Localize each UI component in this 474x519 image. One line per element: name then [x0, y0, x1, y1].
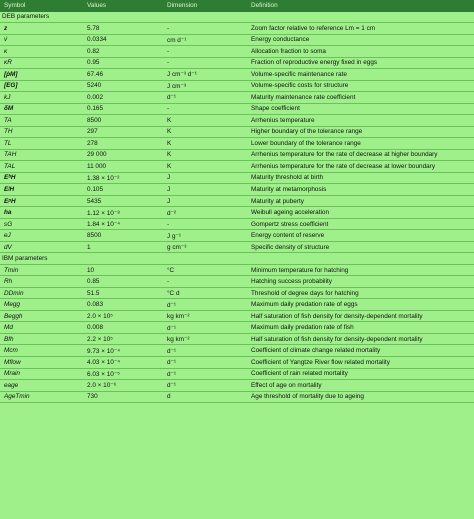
table-row [0, 299, 474, 311]
definition-cell: Half saturation of fish density for density-dependent mortality [251, 312, 423, 320]
dimension-cell: J cm⁻³ [167, 82, 186, 90]
value-cell: 1.38 × 10⁻² [87, 174, 120, 182]
dimension-cell: K [167, 116, 172, 124]
symbol-cell: TA [4, 116, 12, 124]
table-row [0, 81, 474, 93]
definition-cell: Maturity threshold at birth [251, 174, 324, 182]
definition-cell: Maturity at puberty [251, 197, 304, 205]
table-row [0, 334, 474, 346]
value-cell: 10 [87, 266, 95, 274]
dimension-cell: d⁻¹ [167, 370, 177, 378]
table-body [0, 12, 474, 404]
value-cell: 0.85 [87, 278, 100, 286]
definition-cell: Effect of age on mortality [251, 381, 322, 389]
symbol-cell: TAH [4, 151, 17, 159]
dimension-cell: K [167, 139, 172, 147]
symbol-cell: eJ [4, 232, 11, 240]
symbol-cell: Beggh [4, 312, 23, 320]
value-cell: 2.0 × 10⁻⁶ [87, 382, 117, 390]
definition-cell: Lower boundary of the tolerance range [251, 139, 361, 147]
value-cell: 2.0 × 10⁵ [87, 312, 113, 320]
table-header [0, 0, 474, 12]
value-cell: 1.84 × 10⁻⁴ [87, 221, 120, 229]
symbol-cell: Mcm [4, 347, 18, 355]
definition-cell: Energy conductance [251, 36, 310, 44]
definition-cell: Zoom factor relative to reference Lm = 1 cm [251, 24, 376, 32]
symbol-cell: v̇ [4, 36, 8, 44]
definition-cell: Arrhenius temperature [251, 116, 315, 124]
value-cell: 0.95 [87, 59, 100, 67]
table-row [0, 138, 474, 150]
symbol-cell: Rh [4, 278, 13, 286]
dimension-cell: d⁻¹ [167, 382, 177, 390]
dimension-cell: kg km⁻² [167, 313, 190, 321]
dimension-cell: d⁻² [167, 209, 177, 217]
definition-cell: Hatching success probability [251, 278, 332, 286]
symbol-cell: EᵇH [4, 174, 16, 182]
symbol-cell: dV [4, 243, 12, 251]
value-cell: 730 [87, 393, 98, 401]
table-row [0, 357, 474, 369]
value-cell: 9.73 × 10⁻⁴ [87, 347, 120, 355]
definition-cell: Coefficient of climate change related mortality [251, 347, 381, 355]
header-values: Values [87, 2, 107, 10]
symbol-cell: Megg [4, 301, 20, 309]
dimension-cell: kg km⁻² [167, 336, 190, 344]
header-symbol: Symbol [4, 2, 26, 10]
dimension-cell: - [167, 220, 170, 228]
table-row [0, 104, 474, 116]
definition-cell: Maturity at metamorphosis [251, 186, 327, 193]
table-row [0, 392, 474, 404]
symbol-cell: DDmin [4, 289, 24, 297]
value-cell: 1 [87, 243, 91, 251]
symbol-cell: ḧa [4, 209, 12, 217]
dimension-cell: d⁻¹ [167, 94, 177, 102]
table-row [0, 161, 474, 173]
table-row [0, 92, 474, 104]
table-row [0, 35, 474, 47]
symbol-cell: Mflow [4, 358, 21, 366]
value-cell: 5240 [87, 82, 102, 90]
symbol-cell: δM [4, 105, 14, 113]
dimension-cell: J cm⁻³ d⁻¹ [167, 71, 197, 79]
definition-cell: Weibull ageing acceleration [251, 209, 330, 217]
symbol-cell: Mrain [4, 370, 20, 378]
dimension-cell: cm d⁻¹ [167, 36, 187, 44]
table-row [0, 184, 474, 196]
definition-cell: Coefficient of rain related mortality [251, 370, 348, 378]
symbol-cell: Md [4, 324, 13, 332]
symbol-cell: Bfh [4, 335, 14, 343]
dimension-cell: - [167, 278, 170, 286]
dimension-cell: - [167, 105, 170, 113]
definition-cell: Age threshold of mortality due to ageing [251, 393, 364, 401]
table-row [0, 276, 474, 288]
definition-cell: Threshold of degree days for hatching [251, 289, 359, 297]
symbol-cell: sG [4, 220, 13, 228]
definition-cell: Maximum daily predation rate of eggs [251, 301, 358, 309]
definition-cell: Fraction of reproductive energy fixed in eggs [251, 59, 378, 67]
definition-cell: Minimum temperature for hatching [251, 266, 349, 274]
table-row [0, 345, 474, 357]
dimension-cell: °C [167, 266, 175, 274]
definition-cell: Maturity maintenance rate coefficient [251, 93, 356, 101]
header-dimension: Dimension [167, 2, 198, 10]
definition-cell: Specific density of structure [251, 243, 330, 251]
symbol-cell: κ [4, 47, 8, 55]
definition-cell: Coefficient of Yangtze River flow related mortality [251, 358, 390, 366]
symbol-cell: κR [4, 59, 12, 67]
dimension-cell: - [167, 59, 170, 67]
table-row [0, 58, 474, 70]
symbol-cell: TH [4, 128, 13, 136]
definition-cell: Maximum daily predation rate of fish [251, 324, 354, 332]
value-cell: 8500 [87, 116, 102, 124]
table-row [0, 69, 474, 81]
table-row [0, 219, 474, 231]
table-row [0, 311, 474, 323]
value-cell: 11 000 [87, 162, 107, 170]
value-cell: 51.5 [87, 289, 100, 297]
symbol-cell: AgeTmin [4, 393, 30, 401]
value-cell: 0.008 [87, 324, 103, 332]
table-row [0, 46, 474, 58]
dimension-cell: J [167, 174, 171, 182]
symbol-cell: TAL [4, 162, 16, 170]
symbol-cell: z [4, 24, 8, 32]
definition-cell: Energy content of reserve [251, 232, 325, 240]
dimension-cell: g cm⁻³ [167, 244, 187, 252]
dimension-cell: K [167, 128, 172, 136]
symbol-cell: eage [4, 381, 19, 389]
definition-cell: Arrhenius temperature for the rate of decrease at lower boundary [251, 162, 436, 170]
table-row [0, 369, 474, 381]
definition-cell: Gompertz stress coefficient [251, 220, 329, 228]
value-cell: 0.165 [87, 105, 103, 113]
symbol-cell: EᵖH [4, 197, 16, 205]
value-cell: 8500 [87, 232, 102, 240]
dimension-cell: J [167, 197, 171, 205]
definition-cell: Volume-specific maintenance rate [251, 70, 347, 78]
table-row [0, 196, 474, 208]
dimension-cell: °C d [167, 289, 180, 297]
symbol-cell: kJ [4, 93, 11, 101]
dimension-cell: - [167, 24, 170, 32]
value-cell: 4.03 × 10⁻⁴ [87, 359, 120, 367]
value-cell: 5435 [87, 197, 102, 205]
value-cell: 297 [87, 128, 98, 136]
dimension-cell: K [167, 151, 172, 159]
value-cell: 0.0334 [87, 36, 107, 44]
definition-cell: Shape coefficient [251, 105, 300, 113]
dimension-cell: d⁻¹ [167, 301, 177, 309]
dimension-cell: d⁻¹ [167, 347, 177, 355]
table-row [0, 207, 474, 219]
table-row [0, 150, 474, 162]
table-row [0, 288, 474, 300]
dimension-cell: J g⁻¹ [167, 232, 182, 240]
value-cell: 0.002 [87, 93, 103, 101]
value-cell: 5.78 [87, 24, 100, 32]
table-row [0, 322, 474, 334]
dimension-cell: K [167, 162, 172, 170]
definition-cell: Higher boundary of the tolerance range [251, 128, 363, 136]
symbol-cell: EʲH [4, 186, 15, 193]
value-cell: 0.105 [87, 186, 103, 193]
definition-cell: Arrhenius temperature for the rate of decrease at higher boundary [251, 151, 438, 159]
table-row [0, 230, 474, 242]
table-row [0, 115, 474, 127]
dimension-cell: d [167, 393, 171, 401]
value-cell: 0.82 [87, 47, 100, 55]
section-title: IBM parameters [0, 253, 474, 265]
table-row [0, 127, 474, 139]
definition-cell: Volume-specific costs for structure [251, 82, 349, 90]
table-row [0, 380, 474, 392]
value-cell: 278 [87, 139, 98, 147]
symbol-cell: [ṗM] [4, 70, 18, 78]
dimension-cell: d⁻¹ [167, 324, 177, 332]
symbol-cell: TL [4, 139, 12, 147]
definition-cell: Allocation fraction to soma [251, 47, 326, 55]
symbol-cell: [EG] [4, 82, 18, 90]
table-row [0, 173, 474, 185]
header-definition: Definition [251, 2, 278, 10]
definition-cell: Half saturation of fish density for density-dependent mortality [251, 335, 423, 343]
table-row [0, 23, 474, 35]
value-cell: 0.083 [87, 301, 103, 309]
value-cell: 2.2 × 10⁵ [87, 335, 113, 343]
dimension-cell: d⁻¹ [167, 359, 177, 367]
section-title: DEB parameters [0, 12, 474, 24]
value-cell: 6.03 × 10⁻⁵ [87, 370, 120, 378]
dimension-cell: J [167, 186, 171, 193]
table-row [0, 242, 474, 254]
value-cell: 29 000 [87, 151, 107, 159]
value-cell: 1.12 × 10⁻⁸ [87, 209, 120, 217]
symbol-cell: Tmin [4, 266, 19, 274]
dimension-cell: - [167, 47, 170, 55]
table-row [0, 265, 474, 277]
value-cell: 67.46 [87, 70, 103, 78]
